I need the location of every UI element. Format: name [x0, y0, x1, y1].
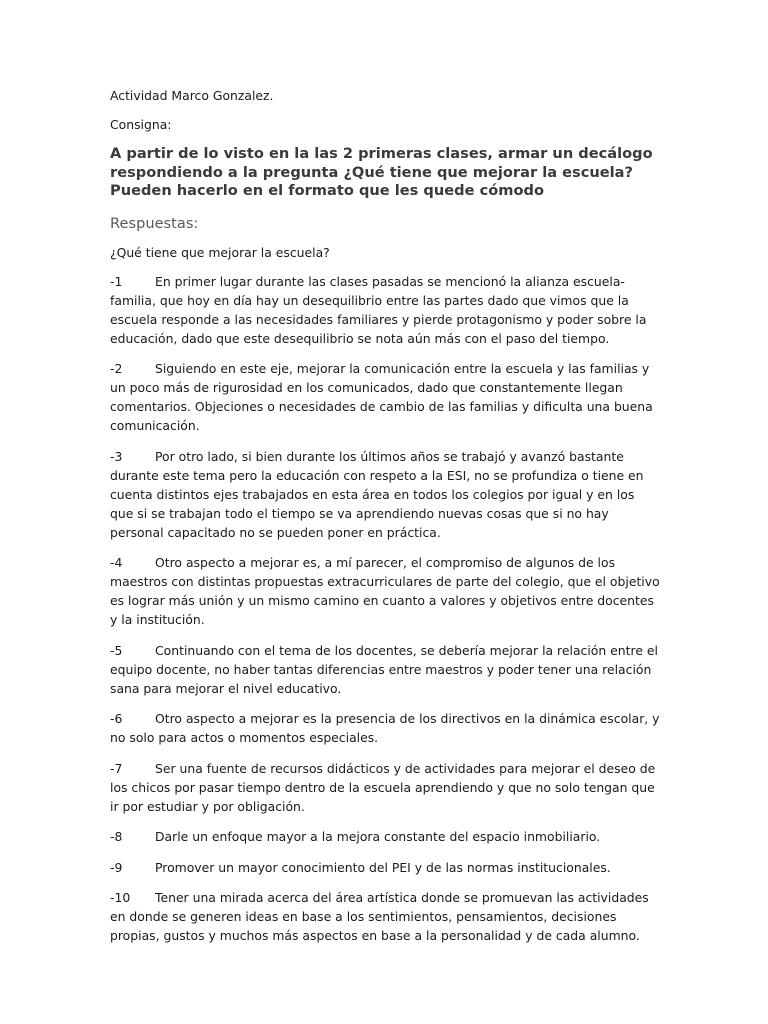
- list-item: [110, 359, 660, 435]
- item-text: En primer lugar durante las clases pasadas se mencionó la alianza escuela-familia, que hoy en día hay un desequilibrio entre las partes dado que vimos que la escuela responde a las necesidades familiares y pierde protagonismo y poder sobre la educación, dado que este desequilibrio se nota aún más con el paso del tiempo.: [110, 273, 647, 346]
- document-title: Actividad Marco Gonzalez.: [110, 88, 274, 103]
- consigna-label: Consigna:: [110, 117, 172, 132]
- list-item: [110, 827, 660, 846]
- item-number: -3: [110, 448, 123, 464]
- assignment-heading: A partir de lo visto en la las 2 primeras clases, armar un decálogo respondiendo a la pregunta ¿Qué tiene que mejorar la escuela? Pueden hacerlo en el formato que les quede cómodo: [110, 145, 653, 199]
- item-number: -2: [110, 361, 123, 376]
- list-item: [110, 888, 660, 945]
- item-number: -10: [110, 890, 131, 905]
- item-number: -6: [110, 711, 123, 726]
- item-text: Otro aspecto a mejorar es la presencia de los directivos en la dinámica escolar, y no solo para actos o momentos especiales.: [110, 711, 660, 745]
- list-item: [110, 447, 660, 542]
- list-item: [110, 759, 660, 816]
- respuestas-heading: Respuestas:: [110, 214, 199, 232]
- item-number: -1: [110, 273, 123, 289]
- item-text: Tener una mirada acerca del área artística donde se promuevan las actividades en donde se generen ideas en base a los sentimientos, pensamientos, decisiones propias, gustos y muchos más aspectos en base a la personalidad y de cada alumno.: [110, 890, 649, 943]
- item-number: -5: [110, 642, 123, 658]
- item-number: -4: [110, 555, 123, 570]
- item-text: Otro aspecto a mejorar es, a mí parecer, el compromiso de algunos de los maestros con distintas propuestas extracurriculares de parte del colegio, que el objetivo es lograr más unión y un mismo camino en cuanto a valores y objetivos entre docentes y la institución.: [110, 555, 660, 627]
- list-item: [110, 858, 660, 877]
- list-item: [110, 272, 660, 348]
- document-body: [110, 86, 660, 957]
- item-text: Darle un enfoque mayor a la mejora constante del espacio inmobiliario.: [155, 829, 601, 844]
- question-line: ¿Qué tiene que mejorar la escuela?: [110, 244, 330, 260]
- item-number: -7: [110, 760, 123, 776]
- list-item: [110, 553, 660, 629]
- item-text: Promover un mayor conocimiento del PEI y de las normas institucionales.: [155, 859, 611, 875]
- item-text: Continuando con el tema de los docentes, se debería mejorar la relación entre el equipo docente, no haber tantas diferencias entre maestros y poder tener una relación sana para mejorar el nivel educativo.: [110, 642, 658, 696]
- item-number: -8: [110, 829, 123, 844]
- list-item: [110, 641, 660, 698]
- item-text: Ser una fuente de recursos didácticos y de actividades para mejorar el deseo de los chicos por pasar tiempo dentro de la escuela aprendiendo y que no solo tengan que ir por estudiar y por obligación.: [110, 760, 656, 814]
- decalogue-list: [110, 272, 660, 946]
- item-text: Por otro lado, si bien durante los últimos años se trabajó y avanzó bastante durante este tema pero la educación con respeto a la ESI, no se profundiza o tiene en cuenta distintos ejes trabajados en esta área en todos los colegios por igual y en los que si se trabajan todo el tiempo se va aprendiendo nuevas cosas que si no hay personal capacitado no se pueden poner en práctica.: [110, 448, 644, 540]
- item-number: -9: [110, 859, 123, 875]
- list-item: [110, 709, 660, 747]
- item-text: Siguiendo en este eje, mejorar la comunicación entre la escuela y las familias y un poco más de rigurosidad en los comunicados, dado que constantemente llegan comentarios. Objeciones o necesidades de cambio de las familias y dificulta una buena comunicación.: [110, 361, 653, 433]
